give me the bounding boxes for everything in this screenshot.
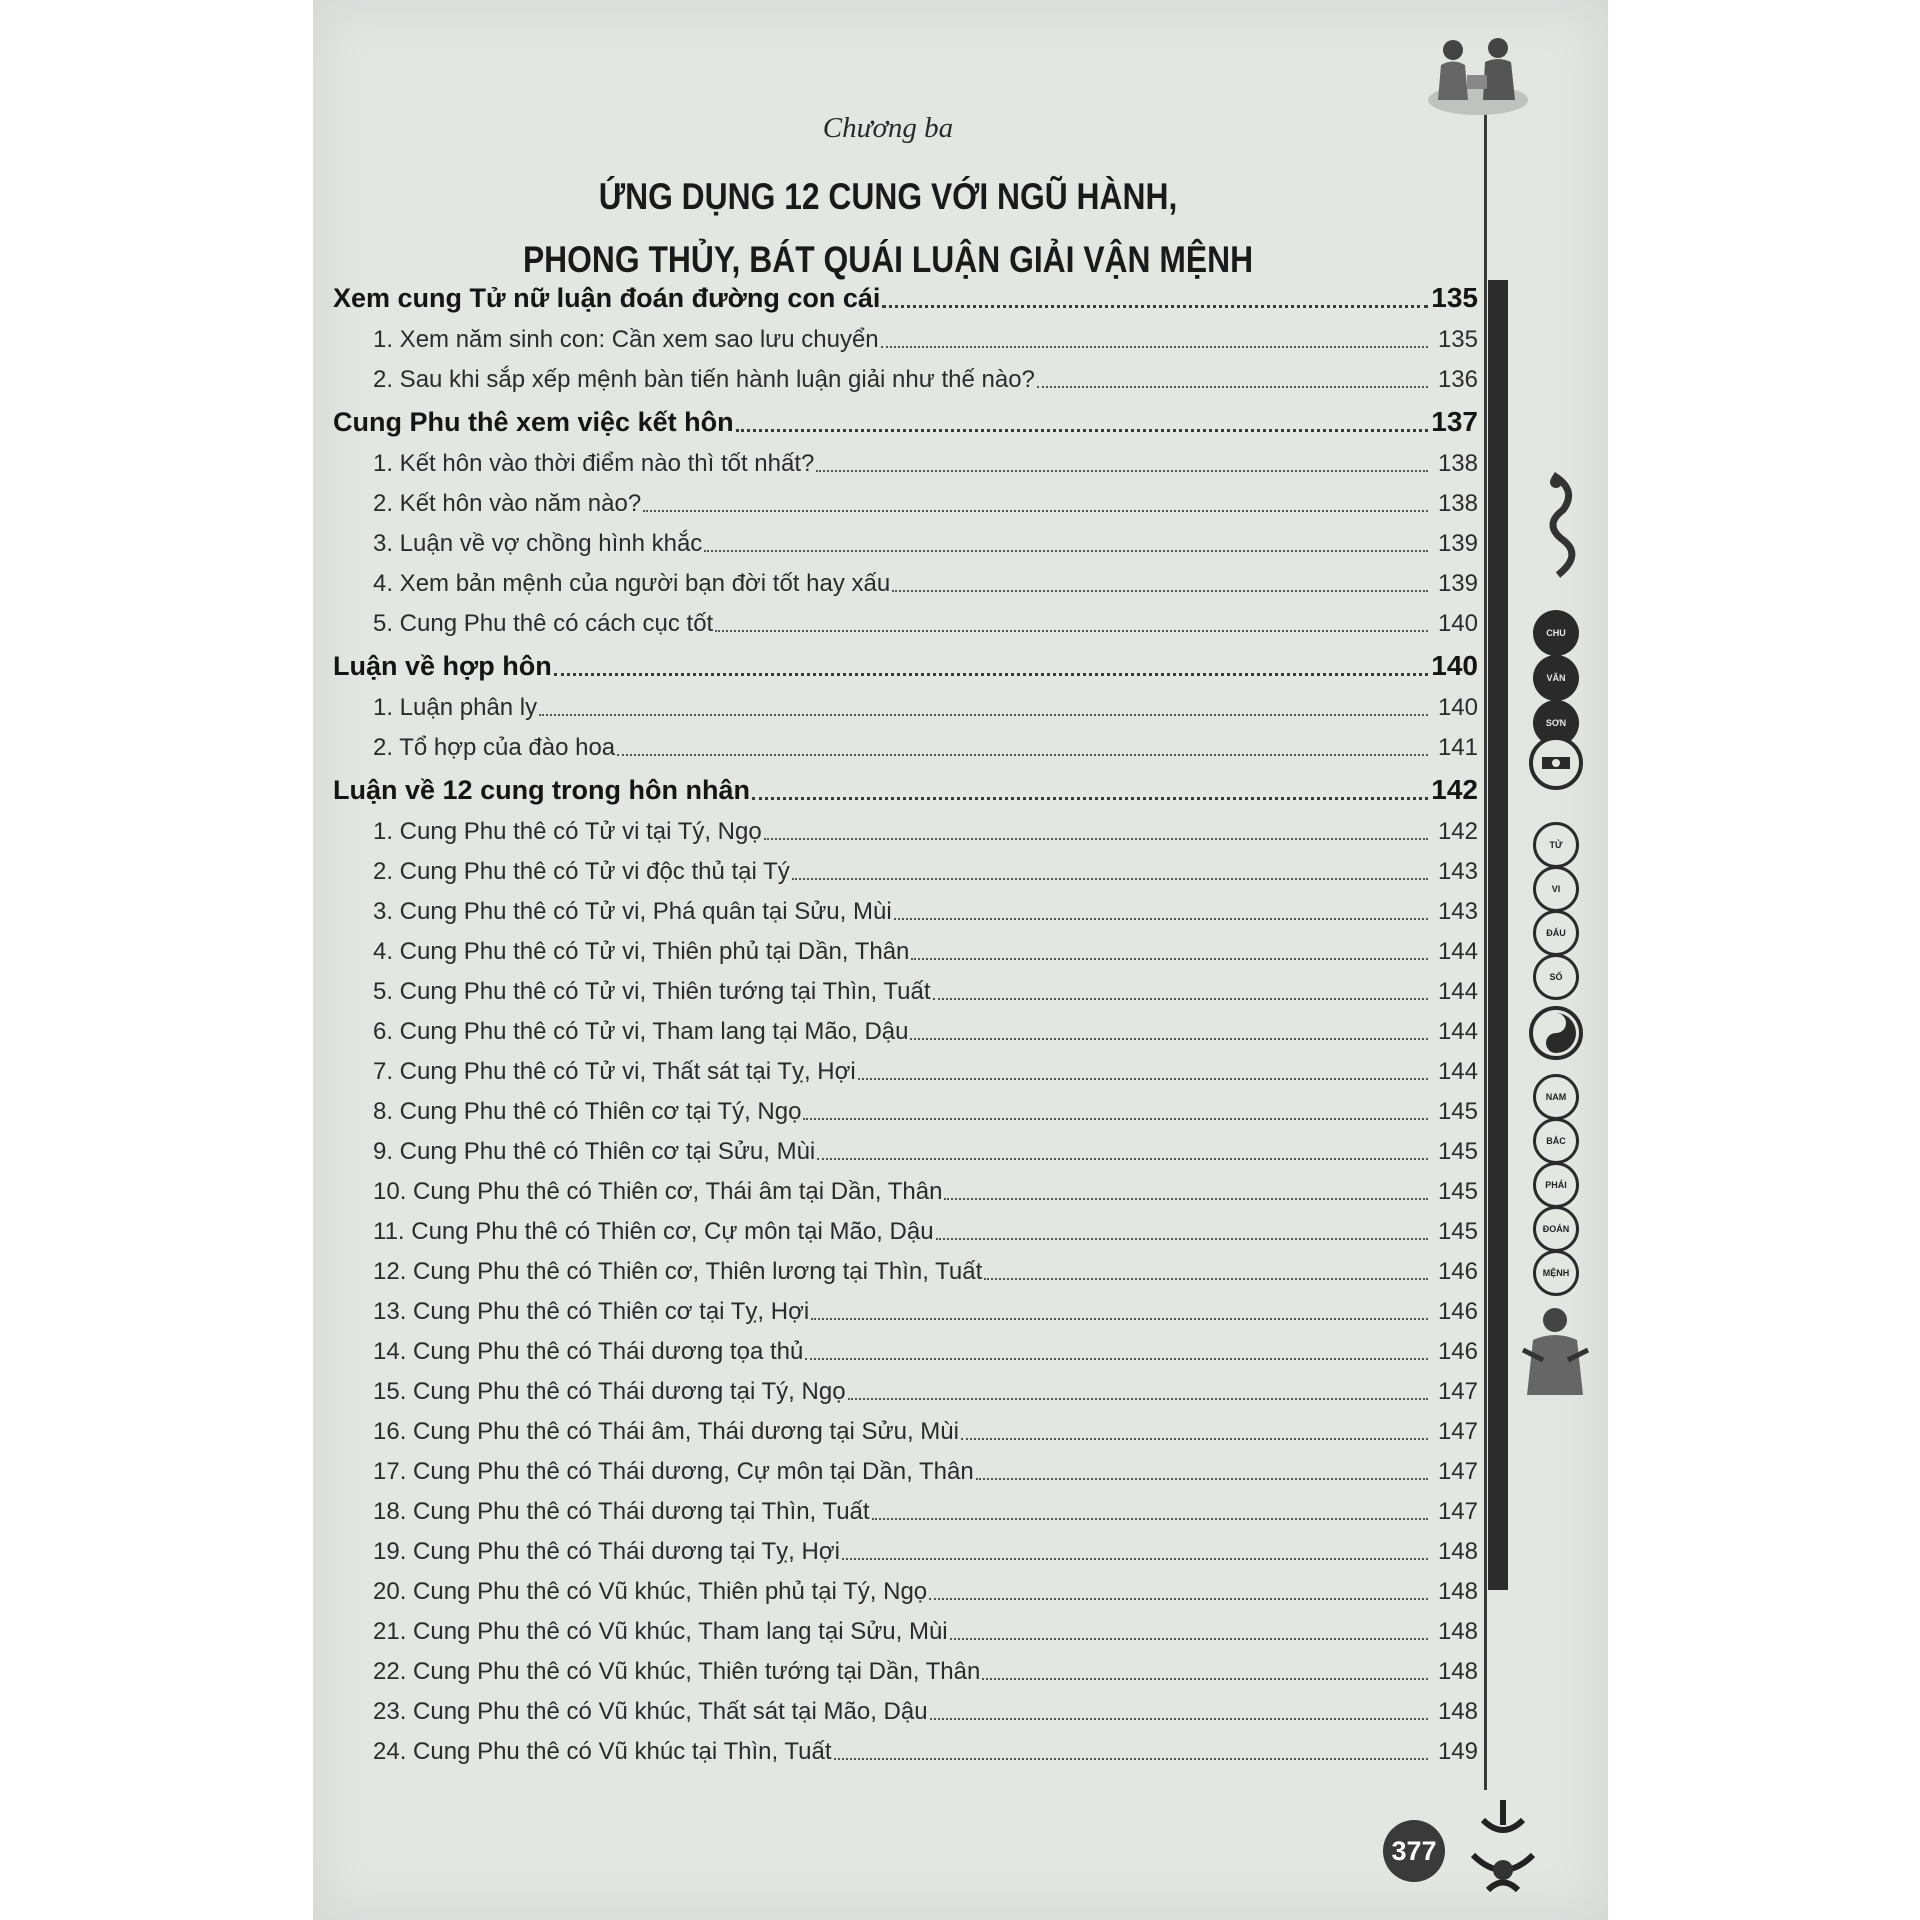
toc-section (333, 762, 1478, 806)
side-seal: NAM (1533, 1074, 1579, 1120)
toc-page-number: 138 (1437, 450, 1478, 477)
side-strip (1488, 280, 1508, 1590)
dragon-ornament-icon (1518, 470, 1588, 580)
toc-page-number: 143 (1437, 898, 1478, 925)
toc-entry-text: 10. Cung Phu thê có Thiên cơ, Thái âm tại Dần, Thân (373, 1178, 943, 1205)
toc-item (333, 1726, 1478, 1766)
dot-leader (752, 796, 1428, 800)
chapter-title-line-1: ỨNG DỤNG 12 CUNG VỚI NGŨ HÀNH, (598, 176, 1178, 217)
toc-page-number: 145 (1437, 1098, 1478, 1125)
toc-entry-text: 12. Cung Phu thê có Thiên cơ, Thiên lương tại Thìn, Tuất (373, 1258, 983, 1285)
table-of-contents (333, 270, 1478, 1766)
yin-yang-emblem-icon (1528, 1005, 1584, 1061)
dot-leader (1037, 385, 1428, 388)
dot-leader (715, 629, 1428, 632)
dot-leader (539, 713, 1428, 716)
dot-leader (950, 1637, 1428, 1640)
dot-leader (848, 1397, 1428, 1400)
dot-leader (882, 304, 1428, 308)
toc-page-number: 148 (1437, 1538, 1478, 1565)
toc-entry-text: 21. Cung Phu thê có Vũ khúc, Tham lang tại Sửu, Mùi (373, 1618, 948, 1645)
toc-item (333, 886, 1478, 926)
dot-leader (817, 1157, 1428, 1160)
toc-page-number: 146 (1437, 1338, 1478, 1365)
side-seal: ĐOÁN (1533, 1206, 1579, 1252)
toc-page-number: 135 (1431, 282, 1478, 313)
toc-item (333, 1286, 1478, 1326)
toc-entry-text: 7. Cung Phu thê có Tử vi, Thất sát tại Tỵ, Hợi (373, 1058, 856, 1085)
toc-entry-text: 1. Xem năm sinh con: Cần xem sao lưu chuyển (373, 326, 879, 353)
toc-page-number: 140 (1431, 650, 1478, 681)
toc-entry-text: Xem cung Tử nữ luận đoán đường con cái (333, 283, 881, 313)
toc-page-number: 148 (1437, 1578, 1478, 1605)
dot-leader (910, 1037, 1428, 1040)
toc-item (333, 314, 1478, 354)
toc-item (333, 1406, 1478, 1446)
toc-section (333, 270, 1478, 314)
side-seal: BẮC (1533, 1118, 1579, 1164)
toc-item (333, 926, 1478, 966)
emblem-icon (1528, 735, 1584, 791)
dot-leader (872, 1517, 1428, 1520)
toc-entry-text: 4. Xem bản mệnh của người bạn đời tốt hay xấu (373, 570, 891, 597)
toc-item (333, 1006, 1478, 1046)
dot-leader (811, 1317, 1428, 1320)
toc-page-number: 144 (1437, 938, 1478, 965)
side-seal: ĐẨU (1533, 910, 1579, 956)
toc-entry-text: Luận về 12 cung trong hôn nhân (333, 775, 751, 805)
toc-entry-text: 1. Cung Phu thê có Tử vi tại Tý, Ngọ (373, 818, 762, 845)
side-seal: PHÁI (1533, 1162, 1579, 1208)
toc-page-number: 135 (1437, 326, 1478, 353)
toc-entry-text: 19. Cung Phu thê có Thái dương tại Tỵ, Hợi (373, 1538, 840, 1565)
toc-item (333, 966, 1478, 1006)
toc-section (333, 638, 1478, 682)
toc-page-number: 144 (1437, 978, 1478, 1005)
toc-entry-text: 24. Cung Phu thê có Vũ khúc tại Thìn, Tuất (373, 1738, 832, 1765)
toc-item (333, 1646, 1478, 1686)
toc-entry-text: 18. Cung Phu thê có Thái dương tại Thìn, Tuất (373, 1498, 870, 1525)
toc-item (333, 1446, 1478, 1486)
toc-entry-text: Luận về hợp hôn (333, 651, 552, 681)
chapter-label: Chương ba (822, 112, 954, 144)
toc-entry-text: 8. Cung Phu thê có Thiên cơ tại Tý, Ngọ (373, 1098, 802, 1125)
toc-page-number: 145 (1437, 1138, 1478, 1165)
side-seal: SƠN (1533, 700, 1579, 746)
dot-leader (764, 837, 1428, 840)
toc-entry-text: 6. Cung Phu thê có Tử vi, Tham lang tại Mão, Dậu (373, 1018, 909, 1045)
toc-section (333, 394, 1478, 438)
toc-item (333, 354, 1478, 394)
toc-entry-text: 1. Kết hôn vào thời điểm nào thì tốt nhất? (373, 450, 815, 477)
toc-page-number: 139 (1437, 530, 1478, 557)
toc-entry-text: 2. Cung Phu thê có Tử vi độc thủ tại Tý (373, 858, 790, 885)
toc-item (333, 1526, 1478, 1566)
margin-rule (1484, 110, 1487, 1790)
toc-page-number: 146 (1437, 1298, 1478, 1325)
warrior-ornament-icon (1513, 1300, 1598, 1410)
toc-entry-text: 13. Cung Phu thê có Thiên cơ tại Tỵ, Hợi (373, 1298, 810, 1325)
dot-leader (792, 877, 1428, 880)
toc-page-number: 148 (1437, 1658, 1478, 1685)
dot-leader (894, 917, 1428, 920)
toc-item (333, 1686, 1478, 1726)
dot-leader (930, 1717, 1428, 1720)
toc-entry-text: 1. Luận phân ly (373, 694, 538, 721)
toc-page-number: 149 (1437, 1738, 1478, 1765)
toc-entry-text: 20. Cung Phu thê có Vũ khúc, Thiên phủ tại Tý, Ngọ (373, 1578, 928, 1605)
toc-item (333, 1166, 1478, 1206)
toc-page-number: 138 (1437, 490, 1478, 517)
dot-leader (643, 509, 1428, 512)
toc-item (333, 1486, 1478, 1526)
toc-page-number: 139 (1437, 570, 1478, 597)
dot-leader (842, 1557, 1428, 1560)
toc-page-number: 142 (1437, 818, 1478, 845)
dot-leader (929, 1597, 1428, 1600)
dot-leader (961, 1437, 1428, 1440)
toc-entry-text: 9. Cung Phu thê có Thiên cơ tại Sửu, Mùi (373, 1138, 816, 1165)
toc-item (333, 846, 1478, 886)
toc-item (333, 722, 1478, 762)
side-seal: SỐ (1533, 954, 1579, 1000)
toc-entry-text: 23. Cung Phu thê có Vũ khúc, Thất sát tại Mão, Dậu (373, 1698, 928, 1725)
toc-entry-text: 3. Luận về vợ chồng hình khắc (373, 530, 703, 557)
page-number: 377 (1383, 1820, 1445, 1882)
dot-leader (805, 1357, 1428, 1360)
toc-page-number: 137 (1431, 406, 1478, 437)
dot-leader (803, 1117, 1428, 1120)
toc-entry-text: 2. Sau khi sắp xếp mệnh bàn tiến hành luận giải như thế nào? (373, 366, 1035, 393)
toc-page-number: 140 (1437, 694, 1478, 721)
toc-item (333, 1126, 1478, 1166)
toc-page-number: 146 (1437, 1258, 1478, 1285)
side-seal: MỆNH (1533, 1250, 1579, 1296)
dot-leader (704, 549, 1428, 552)
toc-item (333, 518, 1478, 558)
toc-entry-text: 15. Cung Phu thê có Thái dương tại Tý, Ngọ (373, 1378, 846, 1405)
dot-leader (834, 1757, 1428, 1760)
toc-item (333, 1366, 1478, 1406)
toc-entry-text: 16. Cung Phu thê có Thái âm, Thái dương tại Sửu, Mùi (373, 1418, 959, 1445)
toc-item (333, 806, 1478, 846)
toc-entry-text: 11. Cung Phu thê có Thiên cơ, Cự môn tại Mão, Dậu (373, 1218, 934, 1245)
dot-leader (911, 957, 1428, 960)
dot-leader (982, 1677, 1428, 1680)
side-seal: TỬ (1533, 822, 1579, 868)
toc-page-number: 147 (1437, 1418, 1478, 1445)
toc-entry-text: 2. Tổ hợp của đào hoa (373, 734, 616, 761)
toc-item (333, 1206, 1478, 1246)
toc-page-number: 145 (1437, 1178, 1478, 1205)
toc-item (333, 1566, 1478, 1606)
toc-entry-text: 17. Cung Phu thê có Thái dương, Cự môn tại Dần, Thân (373, 1458, 974, 1485)
toc-page-number: 148 (1437, 1698, 1478, 1725)
chapter-title-line-2: PHONG THỦY, BÁT QUÁI LUẬN GIẢI VẬN MỆNH (522, 239, 1254, 280)
dot-leader (816, 469, 1428, 472)
toc-item (333, 1326, 1478, 1366)
dot-leader (554, 672, 1428, 676)
toc-entry-text: 5. Cung Phu thê có cách cục tốt (373, 610, 714, 637)
side-seal: CHU (1533, 610, 1579, 656)
toc-page-number: 142 (1431, 774, 1478, 805)
toc-item (333, 598, 1478, 638)
side-seal: VĂN (1533, 655, 1579, 701)
toc-item (333, 1046, 1478, 1086)
dot-leader (858, 1077, 1428, 1080)
book-page (313, 0, 1608, 1920)
toc-item (333, 478, 1478, 518)
toc-page-number: 148 (1437, 1618, 1478, 1645)
toc-page-number: 140 (1437, 610, 1478, 637)
dot-leader (944, 1197, 1428, 1200)
toc-entry-text: 4. Cung Phu thê có Tử vi, Thiên phủ tại Dần, Thân (373, 938, 910, 965)
toc-page-number: 147 (1437, 1458, 1478, 1485)
dot-leader (933, 997, 1428, 1000)
dot-leader (936, 1237, 1428, 1240)
toc-page-number: 145 (1437, 1218, 1478, 1245)
toc-page-number: 147 (1437, 1378, 1478, 1405)
dot-leader (881, 345, 1428, 348)
toc-page-number: 144 (1437, 1058, 1478, 1085)
toc-page-number: 147 (1437, 1498, 1478, 1525)
dot-leader (976, 1477, 1428, 1480)
toc-item (333, 438, 1478, 478)
toc-page-number: 144 (1437, 1018, 1478, 1045)
toc-item (333, 1246, 1478, 1286)
toc-entry-text: 2. Kết hôn vào năm nào? (373, 490, 642, 517)
dot-leader (736, 428, 1428, 432)
toc-page-number: 143 (1437, 858, 1478, 885)
toc-entry-text: Cung Phu thê xem việc kết hôn (333, 407, 734, 437)
figures-illustration-icon (1423, 20, 1533, 120)
toc-item (333, 1086, 1478, 1126)
toc-item (333, 682, 1478, 722)
toc-page-number: 141 (1437, 734, 1478, 761)
toc-entry-text: 3. Cung Phu thê có Tử vi, Phá quân tại Sửu, Mùi (373, 898, 892, 925)
bottom-dragon-ornament-icon (1453, 1795, 1553, 1905)
toc-entry-text: 14. Cung Phu thê có Thái dương tọa thủ (373, 1338, 804, 1365)
dot-leader (617, 753, 1428, 756)
side-seal: VI (1533, 866, 1579, 912)
toc-entry-text: 5. Cung Phu thê có Tử vi, Thiên tướng tại Thìn, Tuất (373, 978, 931, 1005)
dot-leader (984, 1277, 1428, 1280)
toc-page-number: 136 (1437, 366, 1478, 393)
toc-item (333, 1606, 1478, 1646)
toc-entry-text: 22. Cung Phu thê có Vũ khúc, Thiên tướng tại Dần, Thân (373, 1658, 981, 1685)
toc-item (333, 558, 1478, 598)
dot-leader (892, 589, 1428, 592)
